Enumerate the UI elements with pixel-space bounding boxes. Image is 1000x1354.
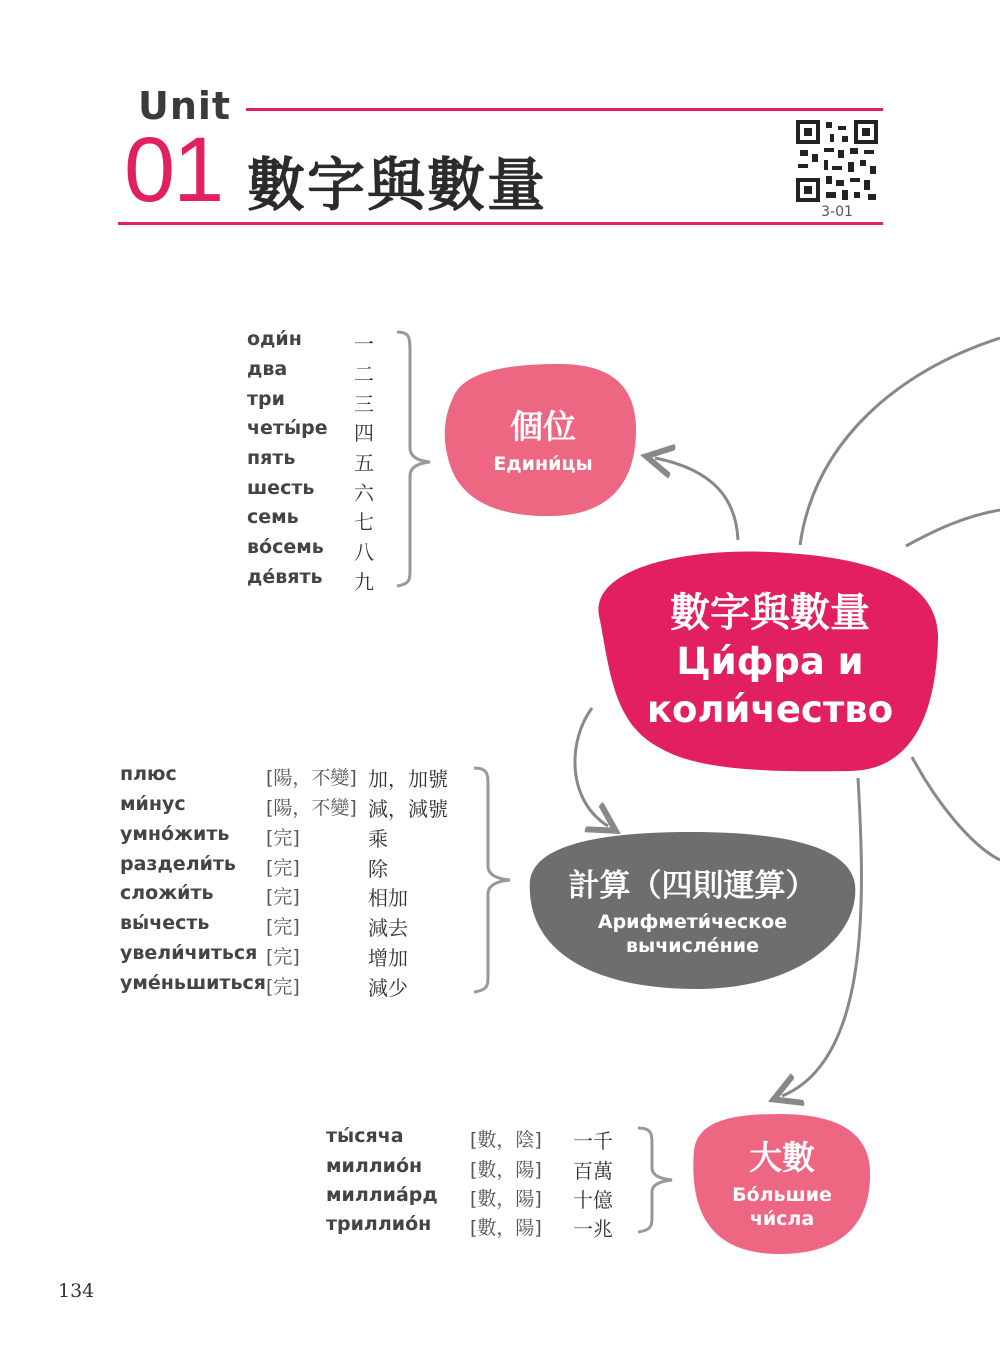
- units-zh-0: 一: [354, 332, 374, 356]
- large-zh-1: 百萬: [573, 1159, 613, 1183]
- arith-tag-7: [完]: [266, 976, 300, 998]
- units-zh-2: 三: [354, 392, 374, 416]
- arith-zh-4: 相加: [368, 886, 408, 910]
- arithmetic-bubble-title: 計算（四則運算）: [568, 867, 817, 904]
- arith-tag-6: [完]: [266, 946, 300, 968]
- arrow-to-arith: [575, 708, 608, 826]
- units-ru-5: шесть: [247, 477, 315, 499]
- units-ru-0: оди́н: [247, 328, 302, 350]
- units-zh-5: 六: [354, 481, 374, 505]
- central-russian-line2: коли́чество: [646, 688, 894, 731]
- large-ru-0: ты́сяча: [326, 1125, 404, 1147]
- arithmetic-bubble-subtitle-line2: вычисле́ние: [626, 934, 759, 957]
- arithmetic-bubble: [530, 848, 855, 978]
- bracket-units: [397, 332, 430, 586]
- units-zh-8: 九: [354, 570, 374, 594]
- units-bubble-subtitle: Едини́цы: [493, 452, 593, 475]
- large-tag-0: [數，陰]: [470, 1129, 542, 1151]
- large-numbers-bubble-subtitle-line2: чи́сла: [749, 1207, 815, 1230]
- units-ru-1: два: [247, 358, 288, 380]
- large-tag-2: [數，陽]: [470, 1188, 542, 1210]
- units-zh-7: 八: [354, 540, 374, 564]
- bracket-large: [638, 1128, 672, 1232]
- arith-ru-0: плюс: [120, 763, 177, 785]
- large-zh-0: 一千: [573, 1129, 613, 1153]
- arith-ru-6: увели́читься: [120, 942, 258, 964]
- large-tag-3: [數，陽]: [470, 1217, 542, 1239]
- large-numbers-bubble-subtitle-line1: Бо́льшие: [732, 1184, 832, 1207]
- arith-zh-5: 減去: [368, 916, 408, 940]
- units-ru-6: семь: [247, 506, 299, 528]
- large-zh-3: 一兆: [573, 1217, 613, 1241]
- arith-zh-7: 減少: [368, 976, 408, 1000]
- large-ru-3: триллио́н: [326, 1213, 432, 1235]
- arrow-to-units: [655, 458, 738, 540]
- large-ru-1: миллио́н: [326, 1155, 423, 1177]
- branch-bottom-right: [912, 757, 1000, 860]
- units-zh-4: 五: [354, 451, 374, 475]
- units-ru-7: во́семь: [247, 536, 324, 558]
- large-numbers-bubble: [694, 1120, 870, 1250]
- arith-tag-0: [陽，不變]: [266, 767, 357, 789]
- arith-ru-4: сложи́ть: [120, 882, 214, 904]
- units-ru-3: четы́ре: [247, 417, 328, 439]
- unit-label: Unit: [138, 84, 232, 128]
- arith-tag-3: [完]: [266, 857, 300, 879]
- central-bubble: [610, 566, 930, 756]
- header-bottom-rule: [118, 222, 883, 225]
- large-tag-1: [數，陽]: [470, 1159, 542, 1181]
- arith-zh-3: 除: [368, 857, 388, 881]
- units-bubble: [450, 376, 636, 508]
- arith-tag-4: [完]: [266, 886, 300, 908]
- arith-zh-0: 加，加號: [368, 767, 448, 791]
- arith-ru-7: уме́ньшиться: [120, 972, 266, 994]
- arith-tag-1: [陽，不變]: [266, 797, 357, 819]
- branch-top-right: [800, 338, 1000, 545]
- large-numbers-bubble-title: 大數: [749, 1138, 815, 1178]
- units-zh-3: 四: [354, 421, 374, 445]
- units-ru-2: три: [247, 388, 285, 410]
- arithmetic-bubble-subtitle-line1: Арифмети́ческое: [597, 910, 788, 933]
- units-bubble-title: 個位: [510, 407, 576, 447]
- audio-track-code: 3-01: [821, 204, 853, 220]
- arith-ru-2: умно́жить: [120, 823, 230, 845]
- branch-right: [906, 510, 1000, 546]
- units-ru-4: пять: [247, 447, 296, 469]
- bracket-arith: [474, 768, 510, 992]
- arith-zh-6: 增加: [368, 946, 408, 970]
- units-zh-6: 七: [354, 510, 374, 534]
- arith-tag-5: [完]: [266, 916, 300, 938]
- large-ru-2: миллиа́рд: [326, 1184, 438, 1206]
- arith-ru-1: ми́нус: [120, 793, 186, 815]
- header-top-rule: [246, 108, 883, 111]
- large-zh-2: 十億: [573, 1188, 613, 1212]
- unit-number: 01: [124, 119, 223, 221]
- arith-ru-5: вы́честь: [120, 912, 210, 934]
- arith-zh-1: 減，減號: [368, 797, 448, 821]
- page-number: 134: [58, 1280, 95, 1302]
- qr-code-target[interactable]: [796, 120, 878, 202]
- arith-ru-3: раздели́ть: [120, 853, 236, 875]
- page-title: 數字與數量: [247, 151, 548, 219]
- arith-tag-2: [完]: [266, 827, 300, 849]
- units-zh-1: 二: [354, 362, 374, 386]
- units-ru-8: де́вять: [247, 566, 323, 588]
- central-russian-line1: Ци́фра и: [676, 639, 864, 683]
- central-title: 數字與數量: [670, 589, 870, 636]
- arith-zh-2: 乘: [368, 827, 388, 851]
